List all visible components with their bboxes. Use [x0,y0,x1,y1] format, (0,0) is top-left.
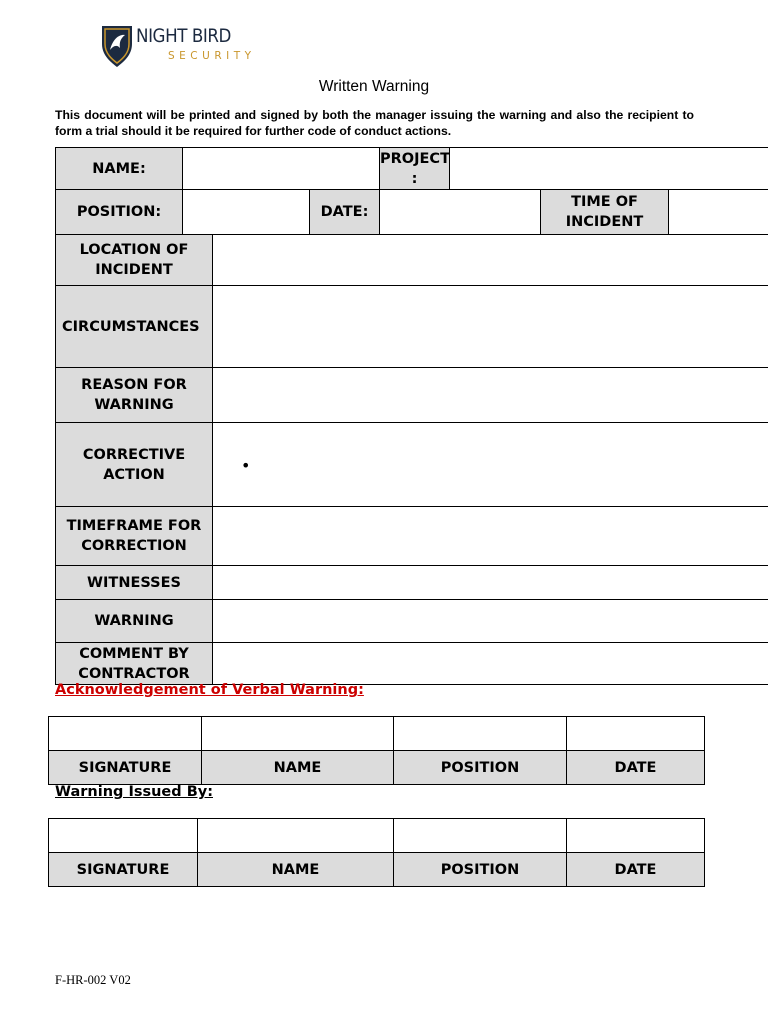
witnesses-field[interactable] [213,566,768,600]
issued-by-heading: Warning Issued By: [55,784,213,800]
location-field[interactable] [213,235,768,286]
ack-signature-header: SIGNATURE [49,751,202,785]
logo-tagline: SECURITY [168,50,256,62]
acknowledgement-heading: Acknowledgement of Verbal Warning: [55,682,364,698]
comment-by-contractor-field[interactable] [213,643,768,685]
issued-by-signature-table [48,818,705,887]
ack-position-field[interactable] [394,717,567,751]
ack-name-header: NAME [202,751,394,785]
document-title: Written Warning [318,78,430,95]
time-of-incident-field[interactable] [669,190,768,235]
issuer-signature-header: SIGNATURE [49,853,198,887]
issuer-signature-field[interactable] [49,819,198,853]
position-field[interactable] [183,190,310,235]
reason-field[interactable] [213,368,768,423]
date-field[interactable] [380,190,541,235]
ack-signature-field[interactable] [49,717,202,751]
location-label: LOCATION OF INCIDENT [56,235,213,286]
position-label: POSITION: [56,190,183,235]
issuer-name-header: NAME [198,853,394,887]
timeframe-field[interactable] [213,507,768,566]
ack-name-field[interactable] [202,717,394,751]
issuer-position-field[interactable] [394,819,567,853]
logo-wordmark: NIGHT BIRD [136,25,231,47]
acknowledgement-signature-table [48,716,705,785]
time-of-incident-label: TIME OF INCIDENT [541,190,669,235]
form-code-footer: F-HR-002 V02 [55,973,131,987]
corrective-action-label: CORRECTIVE ACTION [56,423,213,507]
timeframe-label: TIMEFRAME FOR CORRECTION [56,507,213,566]
ack-date-header: DATE [567,751,705,785]
warning-label: WARNING [56,600,213,643]
company-logo [100,22,256,70]
name-field[interactable] [183,148,380,190]
ack-position-header: POSITION [394,751,567,785]
circumstances-label: CIRCUMSTANCES [56,286,213,368]
issuer-name-field[interactable] [198,819,394,853]
comment-by-contractor-label: COMMENT BY CONTRACTOR [56,643,213,685]
corrective-action-field[interactable] [213,423,768,507]
bullet-point: • [241,456,251,475]
issuer-date-field[interactable] [567,819,705,853]
project-field[interactable] [450,148,768,190]
reason-label: REASON FOR WARNING [56,368,213,423]
issuer-position-header: POSITION [394,853,567,887]
date-label: DATE: [310,190,380,235]
warning-form-table [55,147,768,685]
project-label: PROJECT : [380,148,450,190]
issuer-date-header: DATE [567,853,705,887]
circumstances-field[interactable] [213,286,768,368]
name-label: NAME: [56,148,183,190]
ack-date-field[interactable] [567,717,705,751]
intro-paragraph: This document will be printed and signed by both the manager issuing the warning and also the recipient to form a trial should it be required for further code of conduct actions. [55,108,694,138]
warning-field[interactable] [213,600,768,643]
witnesses-label: WITNESSES [56,566,213,600]
shield-bird-icon [100,22,134,68]
